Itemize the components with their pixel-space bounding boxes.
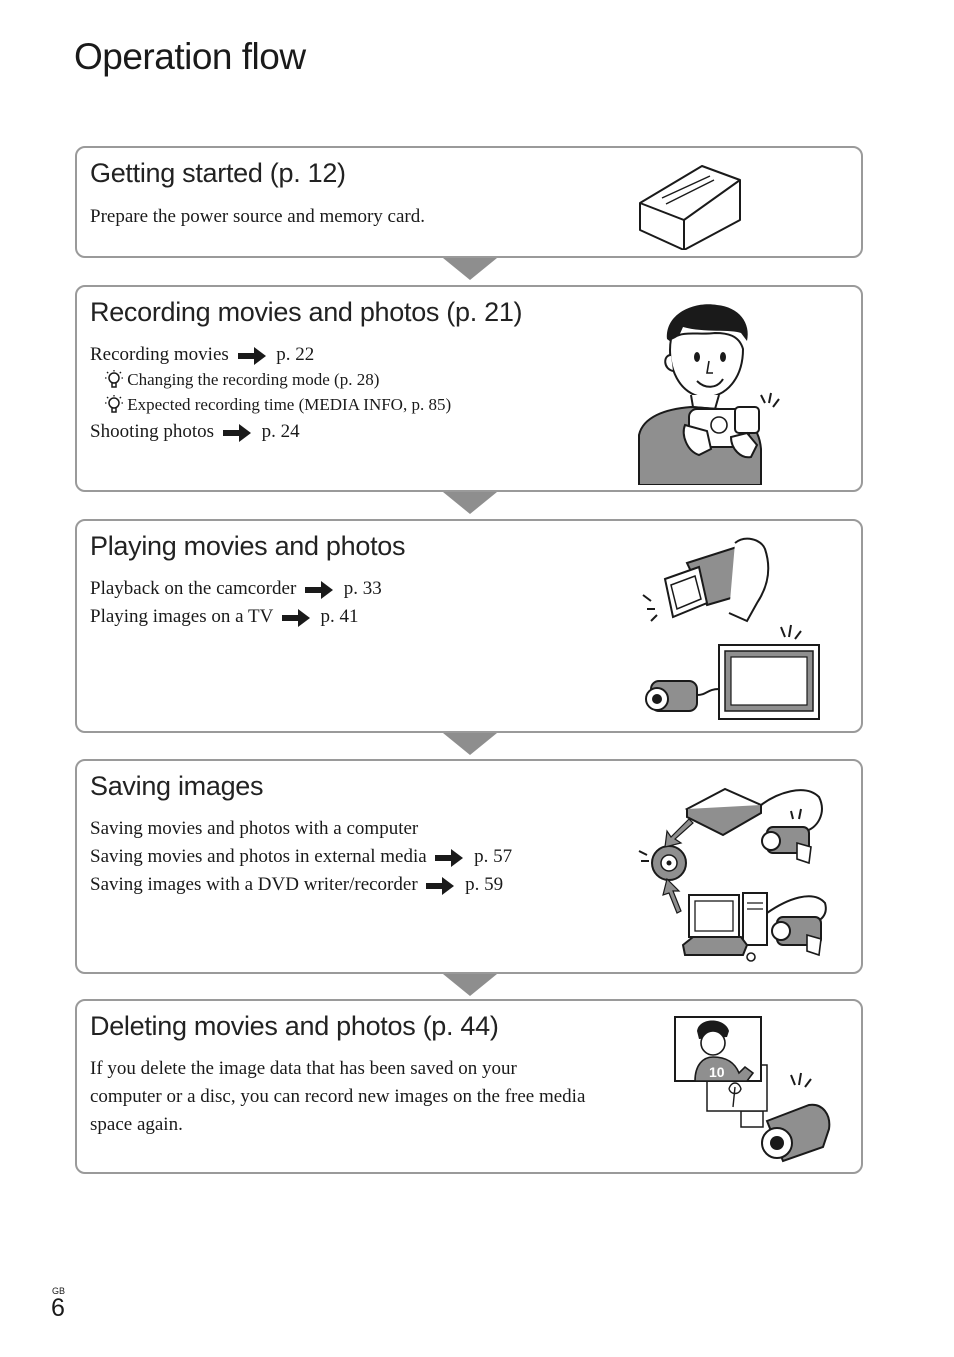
- saving-dvd-line: [90, 874, 503, 896]
- shooting-photos-label: Shooting photos: [90, 421, 215, 442]
- photo-stack-camcorder-illustration: [673, 1015, 833, 1167]
- flow-connector-1: [443, 258, 497, 280]
- person-with-camcorder-illustration: [635, 299, 785, 485]
- right-arrow-icon: [305, 580, 333, 600]
- recording-box: [75, 285, 863, 492]
- recording-movies-label: Recording movies: [90, 344, 229, 365]
- right-arrow-icon: [426, 876, 454, 896]
- saving-external-label: Saving movies and photos in external media: [90, 846, 427, 867]
- lightbulb-tip-icon: [105, 370, 123, 388]
- recording-movies-line: [90, 344, 314, 366]
- right-arrow-icon: [238, 346, 266, 366]
- recording-movies-page[interactable]: p. 22: [276, 344, 315, 365]
- camcorder-and-tv-illustration: [637, 533, 827, 723]
- tip-line-1: [105, 370, 379, 390]
- flow-connector-3: [443, 733, 497, 755]
- flow-connector-2: [443, 492, 497, 514]
- page-title: Operation flow: [74, 36, 306, 77]
- battery-illustration: [632, 158, 752, 250]
- right-arrow-icon: [282, 608, 310, 628]
- shooting-photos-line: [90, 421, 300, 443]
- getting-started-text: Prepare the power source and memory card.: [90, 206, 425, 227]
- tip-text-1[interactable]: Changing the recording mode (p. 28): [127, 370, 380, 389]
- playback-camcorder-line: [90, 578, 382, 600]
- right-arrow-icon: [223, 423, 251, 443]
- playing-tv-page[interactable]: p. 41: [320, 606, 359, 627]
- disc-computer-camcorder-illustration: [637, 783, 837, 967]
- tip-line-2: [105, 395, 451, 415]
- shooting-photos-page[interactable]: p. 24: [261, 421, 300, 442]
- region-code: GB: [52, 1286, 66, 1296]
- deleting-title: Deleting movies and photos (p. 44): [90, 1011, 499, 1041]
- saving-title: Saving images: [90, 771, 264, 801]
- playing-tv-label: Playing images on a TV: [90, 606, 273, 627]
- page-number: 6: [51, 1294, 65, 1322]
- saving-external-line: [90, 846, 512, 868]
- deleting-box: [75, 999, 863, 1174]
- saving-external-page[interactable]: p. 57: [474, 846, 513, 867]
- lightbulb-tip-icon: [105, 395, 123, 413]
- recording-title: Recording movies and photos (p. 21): [90, 297, 523, 327]
- saving-dvd-label: Saving images with a DVD writer/recorder: [90, 874, 418, 895]
- tip-text-2[interactable]: Expected recording time (MEDIA INFO, p. 85): [127, 395, 452, 414]
- saving-dvd-page[interactable]: p. 59: [465, 874, 504, 895]
- playing-tv-line: [90, 606, 358, 628]
- playback-camcorder-page[interactable]: p. 33: [343, 578, 382, 599]
- playing-box: [75, 519, 863, 733]
- deleting-paragraph: If you delete the image data that has been saved on your computer or a disc, you can record new images on the free media space again.: [90, 1058, 586, 1135]
- flow-connector-4: [443, 974, 497, 996]
- saving-box: [75, 759, 863, 974]
- playback-camcorder-label: Playback on the camcorder: [90, 578, 297, 599]
- right-arrow-icon: [435, 848, 463, 868]
- svg-text:10: 10: [709, 1064, 725, 1080]
- getting-started-box: [75, 146, 863, 258]
- getting-started-title: Getting started (p. 12): [90, 158, 346, 188]
- playing-title: Playing movies and photos: [90, 531, 406, 561]
- saving-computer-line: Saving movies and photos with a computer: [90, 818, 419, 839]
